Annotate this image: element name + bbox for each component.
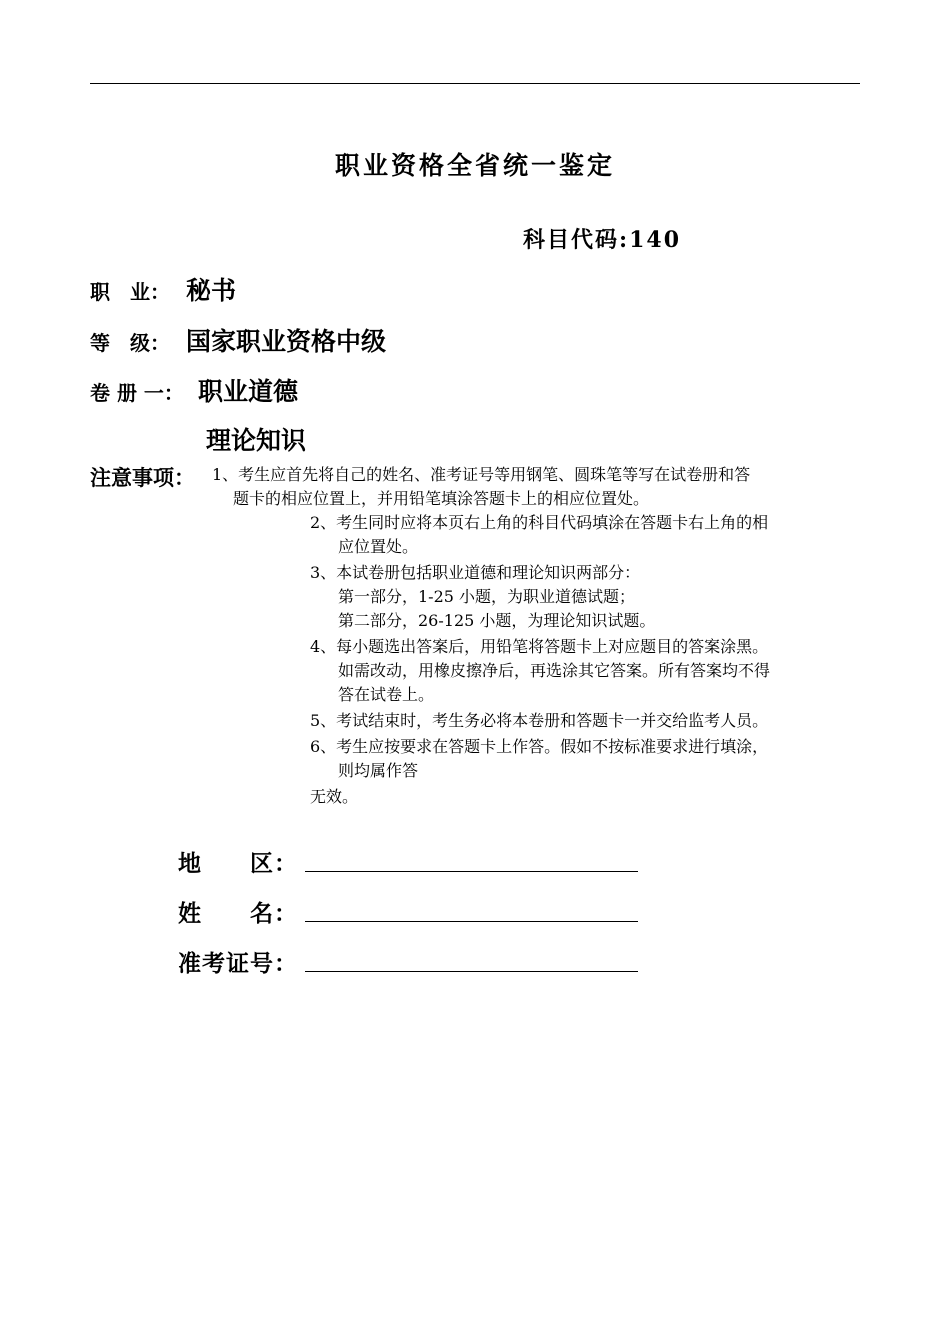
admission-number-label: 准考证号： bbox=[178, 950, 298, 977]
notice-line: 3、本试卷册包括职业道德和理论知识两部分： bbox=[310, 563, 641, 582]
region-label: 地 区： bbox=[178, 850, 298, 877]
notice-line: 5、考试结束时，考生务必将本卷册和答题卡一并交给监考人员。 bbox=[310, 711, 769, 730]
occupation-label: 职 业： bbox=[90, 280, 170, 304]
volume-label: 卷 册 一： bbox=[90, 381, 184, 405]
level-label: 等 级： bbox=[90, 331, 170, 355]
admission-number-field[interactable] bbox=[305, 971, 638, 972]
notice-line: 如需改动，用橡皮擦净后，再选涂其它答案。所有答案均不得 bbox=[338, 661, 771, 680]
notice-line: 应位置处。 bbox=[338, 537, 419, 556]
notice-label: 注意事项： bbox=[90, 465, 195, 490]
notice-line: 6、考生应按要求在答题卡上作答。假如不按标准要求进行填涂， bbox=[310, 737, 769, 756]
notice-line: 2、考生同时应将本页右上角的科目代码填涂在答题卡右上角的相 bbox=[310, 513, 769, 532]
notice-line: 答在试卷上。 bbox=[338, 685, 435, 704]
notice-line: 4、每小题选出答案后，用铅笔将答题卡上对应题目的答案涂黑。 bbox=[310, 637, 769, 656]
notice-line: 第二部分，26-125 小题，为理论知识试题。 bbox=[338, 611, 656, 630]
level-value: 国家职业资格中级 bbox=[186, 327, 387, 356]
occupation-value: 秘书 bbox=[186, 276, 237, 305]
name-field[interactable] bbox=[305, 921, 638, 922]
volume-value-1: 职业道德 bbox=[198, 377, 299, 406]
notice-line: 则均属作答 bbox=[338, 761, 419, 780]
subject-code: 科目代码:140 bbox=[523, 227, 682, 253]
header-rule bbox=[90, 83, 860, 84]
region-field[interactable] bbox=[305, 871, 638, 872]
notice-line: 1、考生应首先将自己的姓名、准考证号等用钢笔、圆珠笔等写在试卷册和答 bbox=[212, 465, 751, 484]
notice-line: 第一部分，1-25 小题，为职业道德试题； bbox=[338, 587, 636, 606]
document-title: 职业资格全省统一鉴定 bbox=[334, 151, 615, 180]
volume-value-2: 理论知识 bbox=[206, 426, 307, 455]
notice-line: 题卡的相应位置上，并用铅笔填涂答题卡上的相应位置处。 bbox=[233, 489, 650, 508]
name-label: 姓 名： bbox=[178, 900, 298, 927]
notice-line: 无效。 bbox=[310, 787, 359, 806]
